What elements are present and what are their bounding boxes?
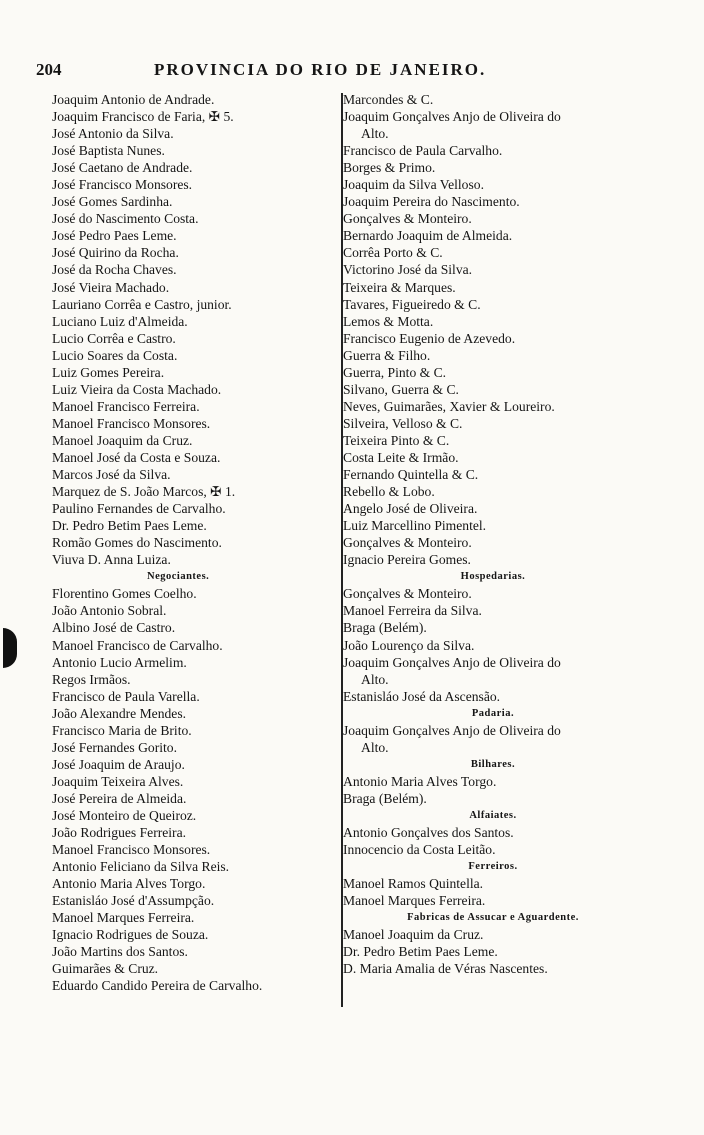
list-item-continuation: Alto. bbox=[361, 739, 389, 755]
list-item: Victorino José da Silva. bbox=[343, 262, 473, 278]
list-item: Fernando Quintella & C. bbox=[343, 467, 479, 483]
list-item: José do Nascimento Costa. bbox=[52, 211, 199, 227]
list-item: José Fernandes Gorito. bbox=[52, 739, 177, 755]
list-item: João Martins dos Santos. bbox=[52, 944, 188, 960]
list-item: Manoel Ramos Quintella. bbox=[343, 876, 484, 892]
left-column bbox=[52, 91, 340, 994]
list-item: Manoel Francisco de Carvalho. bbox=[52, 637, 223, 653]
list-item: Joaquim Pereira do Nascimento. bbox=[343, 194, 520, 210]
list-item: Braga (Belém). bbox=[343, 620, 427, 636]
list-item: Francisco Maria de Brito. bbox=[52, 722, 192, 738]
page-edge-mark bbox=[3, 628, 17, 668]
list-item: Marquez de S. João Marcos, ✠ 1. bbox=[52, 484, 236, 500]
list-item: Manoel Joaquim da Cruz. bbox=[343, 927, 484, 943]
list-item: Luiz Marcellino Pimentel. bbox=[343, 518, 487, 534]
list-item: João Rodrigues Ferreira. bbox=[52, 825, 187, 841]
list-item: Silveira, Velloso & C. bbox=[343, 415, 463, 431]
list-item: Florentino Gomes Coelho. bbox=[52, 586, 197, 602]
list-item: Joaquim Gonçalves Anjo de Oliveira do bbox=[343, 109, 561, 125]
page-number: 204 bbox=[36, 60, 62, 79]
list-item: Teixeira & Marques. bbox=[343, 279, 456, 295]
list-item: Manoel Francisco Ferreira. bbox=[52, 398, 200, 414]
list-item: Manoel Marques Ferreira. bbox=[343, 893, 486, 909]
section-heading: Ferreiros. bbox=[468, 861, 518, 873]
list-item: Luiz Vieira da Costa Machado. bbox=[52, 381, 222, 397]
list-item: Joaquim Teixeira Alves. bbox=[52, 773, 184, 789]
list-item: Guerra & Filho. bbox=[343, 347, 431, 363]
list-item: José Vieira Machado. bbox=[52, 279, 170, 295]
list-item: Regos Irmãos. bbox=[52, 671, 131, 687]
list-item: Lauriano Corrêa e Castro, junior. bbox=[52, 296, 232, 312]
list-item: Gonçalves & Monteiro. bbox=[343, 535, 472, 551]
list-item: Lucio Soares da Costa. bbox=[52, 347, 178, 363]
list-item: Braga (Belém). bbox=[343, 790, 427, 806]
list-item: Marcos José da Silva. bbox=[52, 467, 171, 483]
list-item: Antonio Gonçalves dos Santos. bbox=[343, 825, 514, 841]
right-column bbox=[343, 91, 643, 977]
list-item: Innocencio da Costa Leitão. bbox=[343, 842, 496, 858]
list-item: Borges & Primo. bbox=[343, 160, 436, 176]
list-item: Joaquim Antonio de Andrade. bbox=[52, 92, 215, 107]
list-item: Paulino Fernandes de Carvalho. bbox=[52, 501, 226, 517]
list-item: João Lourenço da Silva. bbox=[343, 637, 475, 653]
list-item: José da Rocha Chaves. bbox=[52, 262, 177, 278]
list-item: Lemos & Motta. bbox=[343, 313, 434, 329]
list-item: João Antonio Sobral. bbox=[52, 603, 167, 619]
list-item: Antonio Feliciano da Silva Reis. bbox=[52, 859, 230, 875]
list-item-continuation: Alto. bbox=[361, 126, 389, 142]
list-item: José Antonio da Silva. bbox=[52, 126, 174, 142]
list-item: Antonio Maria Alves Torgo. bbox=[52, 876, 206, 892]
list-item: Lucio Corrêa e Castro. bbox=[52, 330, 176, 346]
list-item: D. Maria Amalia de Véras Nascentes. bbox=[343, 961, 548, 977]
list-item: Viuva D. Anna Luiza. bbox=[52, 552, 171, 568]
list-item: Joaquim da Silva Velloso. bbox=[343, 177, 484, 193]
list-item: Francisco Eugenio de Azevedo. bbox=[343, 330, 516, 346]
list-item: José Pereira de Almeida. bbox=[52, 790, 187, 806]
page-header bbox=[36, 60, 536, 84]
list-item: Dr. Pedro Betim Paes Leme. bbox=[343, 944, 498, 960]
list-item: Gonçalves & Monteiro. bbox=[343, 586, 472, 602]
list-item: Eduardo Candido Pereira de Carvalho. bbox=[52, 978, 263, 994]
page-title: PROVINCIA DO RIO DE JANEIRO. bbox=[154, 60, 487, 79]
section-heading: Fabricas de Assucar e Aguardente. bbox=[407, 912, 579, 924]
list-item: Bernardo Joaquim de Almeida. bbox=[343, 228, 513, 244]
list-item: Neves, Guimarães, Xavier & Loureiro. bbox=[343, 398, 555, 414]
list-item: Joaquim Gonçalves Anjo de Oliveira do bbox=[343, 722, 561, 738]
list-item: Francisco de Paula Carvalho. bbox=[343, 143, 503, 159]
list-item: Silvano, Guerra & C. bbox=[343, 381, 459, 397]
list-item: José Joaquim de Araujo. bbox=[52, 756, 185, 772]
list-item: José Quirino da Rocha. bbox=[52, 245, 179, 261]
section-heading: Bilhares. bbox=[470, 758, 516, 770]
list-item: Joaquim Francisco de Faria, ✠ 5. bbox=[52, 109, 234, 125]
list-item: Teixeira Pinto & C. bbox=[343, 432, 450, 448]
list-item: José Gomes Sardinha. bbox=[52, 194, 173, 210]
list-item: Joaquim Gonçalves Anjo de Oliveira do bbox=[343, 654, 561, 670]
list-item: Francisco de Paula Varella. bbox=[52, 688, 200, 704]
list-item: Estanisláo José d'Assumpção. bbox=[52, 893, 215, 909]
list-item: Antonio Lucio Armelim. bbox=[52, 654, 187, 670]
list-item: Marcondes & C. bbox=[343, 92, 434, 107]
list-item: José Pedro Paes Leme. bbox=[52, 228, 177, 244]
list-item: Tavares, Figueiredo & C. bbox=[343, 296, 481, 312]
list-item: José Francisco Monsores. bbox=[52, 177, 193, 193]
list-item: Costa Leite & Irmão. bbox=[343, 449, 459, 465]
section-heading: Padaria. bbox=[471, 707, 515, 719]
list-item: Manoel Ferreira da Silva. bbox=[343, 603, 482, 619]
list-item: Guerra, Pinto & C. bbox=[343, 364, 447, 380]
list-item: Antonio Maria Alves Torgo. bbox=[343, 773, 497, 789]
list-item: Manoel Francisco Monsores. bbox=[52, 842, 211, 858]
list-item: João Alexandre Mendes. bbox=[52, 705, 187, 721]
list-item: Albino José de Castro. bbox=[52, 620, 176, 636]
list-item: José Monteiro de Queiroz. bbox=[52, 807, 197, 823]
list-item: Angelo José de Oliveira. bbox=[343, 501, 478, 517]
list-item: Ignacio Pereira Gomes. bbox=[343, 552, 471, 568]
section-heading: Hospedarias. bbox=[460, 571, 526, 583]
list-item: José Caetano de Andrade. bbox=[52, 160, 193, 176]
list-item: Manoel José da Costa e Souza. bbox=[52, 449, 221, 465]
list-item: Luiz Gomes Pereira. bbox=[52, 364, 165, 380]
list-item: Guimarães & Cruz. bbox=[52, 961, 159, 977]
section-heading: Negociantes. bbox=[147, 571, 210, 583]
list-item: Estanisláo José da Ascensão. bbox=[343, 688, 501, 704]
list-item: Rebello & Lobo. bbox=[343, 484, 435, 500]
list-item: José Baptista Nunes. bbox=[52, 143, 165, 159]
section-heading: Alfaiates. bbox=[469, 809, 517, 821]
list-item: Romão Gomes do Nascimento. bbox=[52, 535, 222, 551]
list-item: Ignacio Rodrigues de Souza. bbox=[52, 927, 209, 943]
list-item: Manoel Francisco Monsores. bbox=[52, 415, 211, 431]
list-item-continuation: Alto. bbox=[361, 671, 389, 687]
list-item: Dr. Pedro Betim Paes Leme. bbox=[52, 518, 207, 534]
list-item: Manoel Marques Ferreira. bbox=[52, 910, 195, 926]
list-item: Corrêa Porto & C. bbox=[343, 245, 443, 261]
list-item: Gonçalves & Monteiro. bbox=[343, 211, 472, 227]
list-item: Luciano Luiz d'Almeida. bbox=[52, 313, 188, 329]
list-item: Manoel Joaquim da Cruz. bbox=[52, 432, 193, 448]
